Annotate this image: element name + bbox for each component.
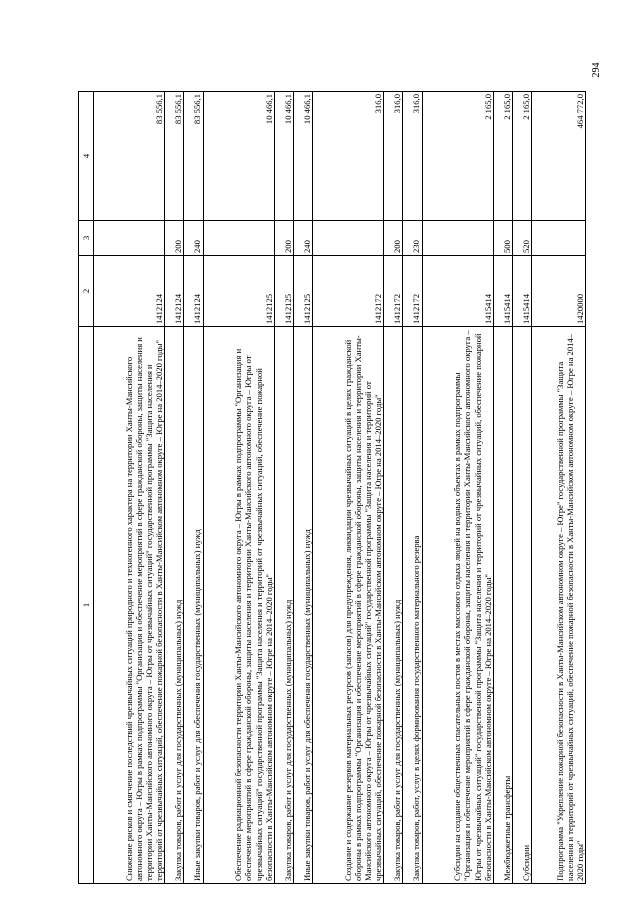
row-name-cell: Иные закупки товаров, работ и услуг для обеспечения государственных (муниципальных) нужд <box>293 327 312 884</box>
header-cell-3: 3 <box>79 221 94 256</box>
budget-table <box>78 91 586 884</box>
table-row <box>94 92 165 884</box>
row-code-cell: 1412125 <box>293 256 312 327</box>
row-type-cell <box>532 221 586 256</box>
row-type-cell <box>313 221 384 256</box>
row-name-cell: Закупка товаров, работ и услуг для государственных (муниципальных) нужд <box>384 327 403 884</box>
header-cell-2: 2 <box>79 256 94 327</box>
table-header-row <box>79 92 94 884</box>
table-row <box>313 92 384 884</box>
row-amount-cell: 10 466,1 <box>203 92 274 221</box>
row-type-cell: 230 <box>403 221 422 256</box>
table-row <box>384 92 403 884</box>
row-amount-cell: 316,0 <box>313 92 384 221</box>
row-code-cell: 1412172 <box>403 256 422 327</box>
row-code-cell: 1415414 <box>422 256 493 327</box>
table-row <box>165 92 184 884</box>
table-row <box>203 92 274 884</box>
row-code-cell: 1420000 <box>532 256 586 327</box>
row-code-cell: 1415414 <box>493 256 512 327</box>
row-name-cell: Закупка товаров, работ, услуг в целях формирования государственного материального резерва <box>403 327 422 884</box>
row-amount-cell: 2 165,0 <box>422 92 493 221</box>
row-amount-cell: 316,0 <box>403 92 422 221</box>
row-code-cell: 1412124 <box>94 256 165 327</box>
page-number-text: 294 <box>591 62 602 78</box>
row-amount-cell: 83 556,1 <box>165 92 184 221</box>
row-name-cell: Иные закупки товаров, работ и услуг для обеспечения государственных (муниципальных) нужд <box>184 327 203 884</box>
table-row <box>184 92 203 884</box>
header-cell-1: 1 <box>79 327 94 884</box>
page-number <box>588 58 606 82</box>
table-row <box>422 92 493 884</box>
row-type-cell: 200 <box>274 221 293 256</box>
row-type-cell: 240 <box>184 221 203 256</box>
row-type-cell: 200 <box>384 221 403 256</box>
table-row <box>293 92 312 884</box>
header-cell-4: 4 <box>79 92 94 221</box>
table-body <box>94 92 586 884</box>
row-code-cell: 1412172 <box>313 256 384 327</box>
row-amount-cell: 10 466,1 <box>274 92 293 221</box>
row-amount-cell: 10 466,1 <box>293 92 312 221</box>
row-name-cell: Закупка товаров, работ и услуг для государственных (муниципальных) нужд <box>165 327 184 884</box>
table-row <box>403 92 422 884</box>
table-row <box>512 92 531 884</box>
rotated-table-frame <box>78 92 586 884</box>
row-type-cell: 500 <box>493 221 512 256</box>
budget-table-container <box>78 92 586 884</box>
row-amount-cell: 464 772,0 <box>532 92 586 221</box>
row-code-cell: 1412172 <box>384 256 403 327</box>
row-amount-cell: 316,0 <box>384 92 403 221</box>
row-name-cell: Субсидии <box>512 327 531 884</box>
row-amount-cell: 2 165,0 <box>512 92 531 221</box>
row-name-cell: Межбюджетные трансферты <box>493 327 512 884</box>
row-name-cell: Обеспечение радиационной безопасности территории Ханты-Мансийского автономного округа – Югры в рамках подпрограммы "Организация и обеспечение мероприятий в сфере гражданской обороны, защиты населения и территории Ханты-Мансийского автономного округа – Югры от чрезвычайных ситуаций" государственной программы "Защита населения и территорий от чрезвычайных ситуаций, обеспечение пожарной безопасности в Ханты-Мансийском автономном округе – Югре на 2014–2020 годы" <box>203 327 274 884</box>
row-name-cell: Создание и содержание резервов материальных ресурсов (запасов) для предупреждения, ликвидации чрезвычайных ситуаций в целях гражданской обороны в рамках подпрограммы "Организация и обеспечение мероприятий в сфере гражданской обороны, защиты населения и территории Ханты-Мансийского автономного округа – Югры от чрезвычайных ситуаций" государственной программы "Защита населения и территорий от чрезвычайных ситуаций, обеспечение пожарной безопасности в Ханты-Мансийском автономном округе – Югре на 2014–2020 годы" <box>313 327 384 884</box>
row-type-cell <box>94 221 165 256</box>
row-name-cell: Подпрограмма "Укрепление пожарной безопасности в Ханты-Мансийском автономном округе – Югре" государственной программы "Защита населения и территорий от чрезвычайных ситуаций, обеспечение пожарной безопасности в Ханты-Мансийском автономном округе – Югре на 2014–2020 годы" <box>532 327 586 884</box>
table-row <box>532 92 586 884</box>
row-code-cell: 1412125 <box>274 256 293 327</box>
row-code-cell: 1412124 <box>184 256 203 327</box>
table-row <box>274 92 293 884</box>
row-amount-cell: 83 556,1 <box>94 92 165 221</box>
row-code-cell: 1412125 <box>203 256 274 327</box>
table-row <box>493 92 512 884</box>
row-type-cell: 240 <box>293 221 312 256</box>
row-code-cell: 1412124 <box>165 256 184 327</box>
row-type-cell <box>422 221 493 256</box>
row-name-cell: Снижение рисков и смягчение последствий чрезвычайных ситуаций природного и техногенного характера на территории Ханты-Мансийского автономного округа – Югры в рамках подпрограммы "Организация и обеспечение мероприятий в сфере гражданской обороны, защиты населения и территории Ханты-Мансийского автономного округа – Югры от чрезвычайных ситуаций" государственной программы "Защита населения и территорий от чрезвычайных ситуаций, обеспечение пожарной безопасности в Ханты-Мансийском автономном округе – Югре на 2014–2020 годы" <box>94 327 165 884</box>
row-type-cell: 200 <box>165 221 184 256</box>
row-name-cell: Субсидии на создание общественных спасательных постов в местах массового отдыха людей на водных объектах в рамках подпрограммы "Организация и обеспечение мероприятий в сфере гражданской обороны, защиты населения и территории Ханты-Мансийского автономного округа – Югры от чрезвычайных ситуаций" государственной программы "Защита населения и территорий от чрезвычайных ситуаций, обеспечение пожарной безопасности в Ханты-Мансийском автономном округе – Югре на 2014–2020 годы" <box>422 327 493 884</box>
row-type-cell: 520 <box>512 221 531 256</box>
row-amount-cell: 83 556,1 <box>184 92 203 221</box>
row-type-cell <box>203 221 274 256</box>
row-amount-cell: 2 165,0 <box>493 92 512 221</box>
row-name-cell: Закупка товаров, работ и услуг для государственных (муниципальных) нужд <box>274 327 293 884</box>
row-code-cell: 1415414 <box>512 256 531 327</box>
